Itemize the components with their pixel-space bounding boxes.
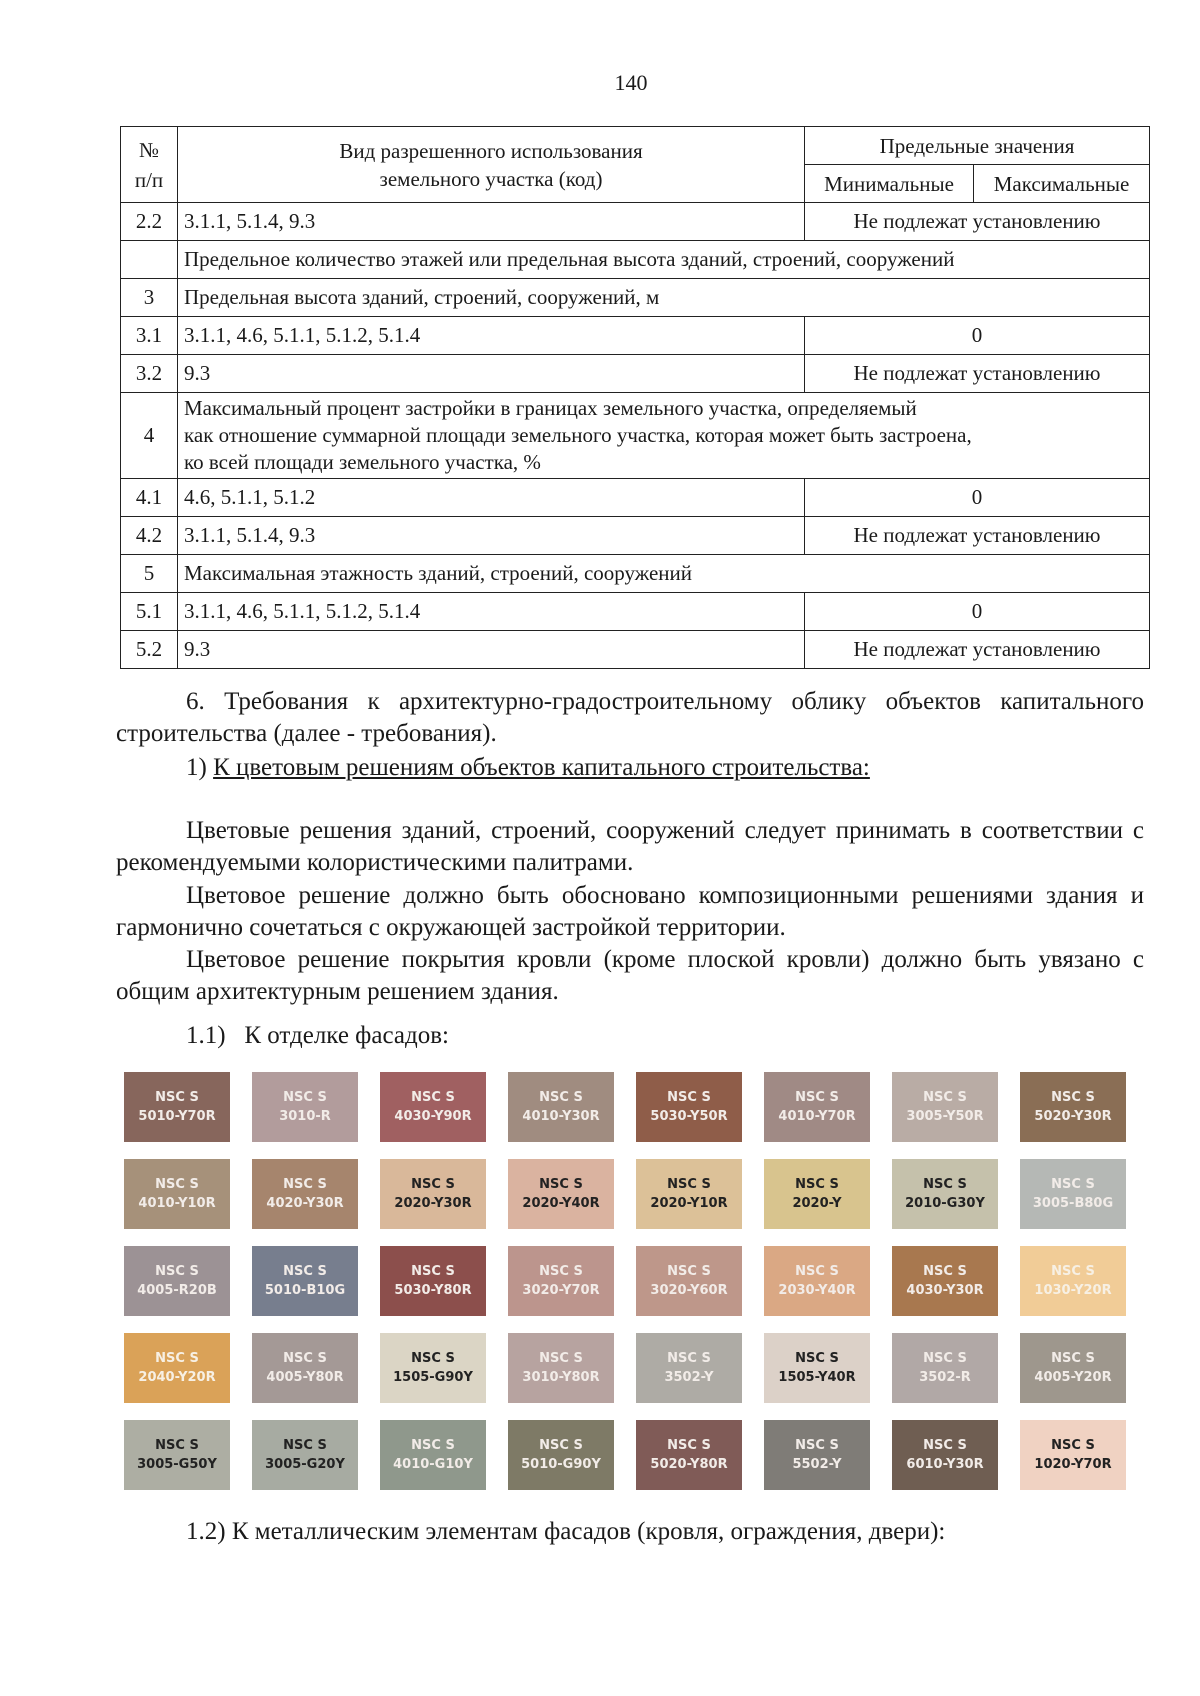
color-swatch xyxy=(380,1246,486,1316)
swatch-code-label: 4005-R20B xyxy=(137,1283,217,1298)
row-use-codes: 3.1.1, 5.1.4, 9.3 xyxy=(178,517,805,555)
swatch-code-label: 5030-Y80R xyxy=(394,1283,472,1298)
color-swatch xyxy=(380,1420,486,1490)
color-swatch xyxy=(252,1072,358,1142)
swatch-system-label: NSC S xyxy=(155,1264,199,1279)
table-row xyxy=(121,241,1150,279)
swatch-code-label: 1020-Y70R xyxy=(1034,1457,1112,1472)
color-swatch xyxy=(1020,1420,1126,1490)
row-section-title: Предельное количество этажей или предельная высота зданий, строений, сооружений xyxy=(178,241,1150,279)
swatch-code-label: 4020-Y30R xyxy=(266,1196,344,1211)
swatch-system-label: NSC S xyxy=(667,1438,711,1453)
swatch-code-label: 5020-Y30R xyxy=(1034,1109,1112,1124)
color-swatch xyxy=(892,1246,998,1316)
color-swatch xyxy=(508,1159,614,1229)
swatch-system-label: NSC S xyxy=(1051,1351,1095,1366)
swatch-system-label: NSC S xyxy=(539,1264,583,1279)
heading-metal-elements: 1.2) К металлическим элементам фасадов (кровля, ограждения, двери): xyxy=(186,1518,946,1545)
swatch-system-label: NSC S xyxy=(667,1264,711,1279)
swatch-code-label: 3020-Y70R xyxy=(522,1283,600,1298)
color-swatch xyxy=(764,1159,870,1229)
color-swatch xyxy=(764,1246,870,1316)
swatch-code-label: 2020-Y10R xyxy=(650,1196,728,1211)
swatch-code-label: 4010-Y30R xyxy=(522,1109,600,1124)
swatch-code-label: 2040-Y20R xyxy=(138,1370,216,1385)
swatch-system-label: NSC S xyxy=(539,1090,583,1105)
swatch-code-label: 3005-G20Y xyxy=(265,1457,345,1472)
header-use-type xyxy=(178,127,805,203)
swatch-system-label: NSC S xyxy=(539,1351,583,1366)
color-swatch xyxy=(252,1159,358,1229)
swatch-code-label: 1505-G90Y xyxy=(393,1370,473,1385)
color-swatch xyxy=(764,1420,870,1490)
paragraph-roof: Цветовое решение покрытия кровли (кроме плоской кровли) должно быть увязано с общим архитектурным решением здания. xyxy=(116,946,1144,1005)
swatch-system-label: NSC S xyxy=(667,1351,711,1366)
row-number xyxy=(121,241,178,279)
color-swatch xyxy=(892,1333,998,1403)
color-swatch xyxy=(636,1072,742,1142)
color-swatch xyxy=(508,1333,614,1403)
color-swatch xyxy=(892,1072,998,1142)
swatch-system-label: NSC S xyxy=(923,1264,967,1279)
swatch-system-label: NSC S xyxy=(411,1090,455,1105)
swatch-system-label: NSC S xyxy=(539,1177,583,1192)
row-number: 4.1 xyxy=(121,479,178,517)
color-swatch xyxy=(636,1246,742,1316)
swatch-system-label: NSC S xyxy=(1051,1090,1095,1105)
row-number: 5.2 xyxy=(121,631,178,669)
color-swatch xyxy=(252,1420,358,1490)
row-limit-value: Не подлежат установлению xyxy=(805,355,1150,393)
color-swatch xyxy=(636,1333,742,1403)
swatch-code-label: 3005-Y50R xyxy=(906,1109,984,1124)
color-swatch xyxy=(636,1159,742,1229)
swatch-code-label: 3010-R xyxy=(279,1109,331,1124)
swatch-code-label: 1505-Y40R xyxy=(778,1370,856,1385)
swatch-system-label: NSC S xyxy=(923,1177,967,1192)
swatch-system-label: NSC S xyxy=(1051,1264,1095,1279)
table-row xyxy=(121,517,1150,555)
swatch-system-label: NSC S xyxy=(923,1351,967,1366)
row-number: 3.2 xyxy=(121,355,178,393)
swatch-system-label: NSC S xyxy=(795,1090,839,1105)
swatch-code-label: 2020-Y xyxy=(792,1196,842,1211)
header-max: Максимальные xyxy=(974,165,1150,203)
row-number: 5.1 xyxy=(121,593,178,631)
swatch-code-label: 5010-G90Y xyxy=(521,1457,601,1472)
swatch-code-label: 2010-G30Y xyxy=(905,1196,985,1211)
swatch-system-label: NSC S xyxy=(795,1351,839,1366)
color-swatch xyxy=(1020,1159,1126,1229)
row-number: 3.1 xyxy=(121,317,178,355)
swatch-code-label: 4010-G10Y xyxy=(393,1457,473,1472)
row-limit-value: 0 xyxy=(805,593,1150,631)
swatch-system-label: NSC S xyxy=(411,1351,455,1366)
swatch-code-label: 3502-Y xyxy=(664,1370,714,1385)
row-number: 4 xyxy=(121,393,178,479)
heading-title: К цветовым решениям объектов капитального строительства: xyxy=(213,754,870,781)
color-swatch xyxy=(124,1159,230,1229)
swatch-system-label: NSC S xyxy=(411,1438,455,1453)
color-swatch xyxy=(252,1333,358,1403)
row-number: 2.2 xyxy=(121,203,178,241)
swatch-system-label: NSC S xyxy=(155,1090,199,1105)
row-use-codes: 3.1.1, 5.1.4, 9.3 xyxy=(178,203,805,241)
swatch-code-label: 2020-Y40R xyxy=(522,1196,600,1211)
header-num xyxy=(121,127,178,203)
color-swatch xyxy=(508,1072,614,1142)
swatch-system-label: NSC S xyxy=(795,1177,839,1192)
swatch-system-label: NSC S xyxy=(1051,1177,1095,1192)
paragraph-requirements: 6. Требования к архитектурно-градостроительному облику объектов капитального строительства (далее - требования). xyxy=(116,688,1144,747)
swatch-code-label: 3005-G50Y xyxy=(137,1457,217,1472)
heading-number: 1) xyxy=(186,754,214,781)
swatch-code-label: 2030-Y40R xyxy=(778,1283,856,1298)
color-swatch xyxy=(124,1072,230,1142)
swatch-code-label: 4010-Y70R xyxy=(778,1109,856,1124)
paragraph-composition: Цветовое решение должно быть обосновано композиционными решениями здания и гармонично сочетаться с окружающей застройкой территории. xyxy=(116,882,1144,941)
header-use-type-label: Вид разрешенного использования земельного участка (код) xyxy=(339,138,643,191)
table-row xyxy=(121,631,1150,669)
table-row xyxy=(121,479,1150,517)
swatch-code-label: 4010-Y10R xyxy=(138,1196,216,1211)
color-swatch xyxy=(508,1246,614,1316)
swatch-system-label: NSC S xyxy=(155,1351,199,1366)
table-row xyxy=(121,279,1150,317)
row-limit-value: Не подлежат установлению xyxy=(805,203,1150,241)
swatch-code-label: 3005-B80G xyxy=(1032,1196,1114,1211)
table-row xyxy=(121,203,1150,241)
swatch-code-label: 4030-Y90R xyxy=(394,1109,472,1124)
paragraph-color-palettes: Цветовые решения зданий, строений, сооружений следует принимать в соответствии с рекомендуемыми колористическими палитрами. xyxy=(116,817,1144,876)
row-limit-value: 0 xyxy=(805,479,1150,517)
swatch-system-label: NSC S xyxy=(539,1438,583,1453)
color-swatch xyxy=(380,1159,486,1229)
limits-table-body xyxy=(121,127,1150,669)
swatch-system-label: NSC S xyxy=(283,1438,327,1453)
swatch-code-label: 3020-Y60R xyxy=(650,1283,728,1298)
color-swatch xyxy=(508,1420,614,1490)
row-number: 3 xyxy=(121,279,178,317)
header-num-label: № п/п xyxy=(134,137,164,192)
color-swatch xyxy=(1020,1246,1126,1316)
color-swatch xyxy=(380,1072,486,1142)
color-swatch xyxy=(124,1420,230,1490)
swatch-system-label: NSC S xyxy=(795,1264,839,1279)
color-swatch xyxy=(636,1420,742,1490)
swatch-system-label: NSC S xyxy=(411,1177,455,1192)
row-section-title: Предельная высота зданий, строений, сооружений, м xyxy=(178,279,1150,317)
row-use-codes: 3.1.1, 4.6, 5.1.1, 5.1.2, 5.1.4 xyxy=(178,593,805,631)
swatch-code-label: 3010-Y80R xyxy=(522,1370,600,1385)
color-swatch xyxy=(1020,1072,1126,1142)
color-swatch xyxy=(1020,1333,1126,1403)
color-swatch xyxy=(892,1420,998,1490)
table-row xyxy=(121,593,1150,631)
swatch-system-label: NSC S xyxy=(155,1438,199,1453)
swatch-code-label: 4030-Y30R xyxy=(906,1283,984,1298)
row-number: 4.2 xyxy=(121,517,178,555)
table-row xyxy=(121,317,1150,355)
swatch-code-label: 5030-Y50R xyxy=(650,1109,728,1124)
heading-facade-finish: 1.1) К отделке фасадов: xyxy=(186,1022,449,1049)
swatch-code-label: 5010-B10G xyxy=(264,1283,346,1298)
swatch-code-label: 5010-Y70R xyxy=(138,1109,216,1124)
swatch-system-label: NSC S xyxy=(283,1351,327,1366)
swatch-code-label: 6010-Y30R xyxy=(906,1457,984,1472)
heading-color-solutions xyxy=(116,752,1144,784)
row-number: 5 xyxy=(121,555,178,593)
color-swatch xyxy=(124,1246,230,1316)
swatch-system-label: NSC S xyxy=(155,1177,199,1192)
swatch-system-label: NSC S xyxy=(411,1264,455,1279)
table-row xyxy=(121,393,1150,479)
row-limit-value: Не подлежат установлению xyxy=(805,517,1150,555)
row-section-title: Максимальный процент застройки в границах земельного участка, определяемый как отношение суммарной площади земельного участка, которая может быть застроена, ко всей площади земельного участка, % xyxy=(178,393,1150,479)
table-header-row xyxy=(121,127,1150,165)
color-swatch xyxy=(124,1333,230,1403)
swatch-system-label: NSC S xyxy=(1051,1438,1095,1453)
table-row xyxy=(121,355,1150,393)
swatch-system-label: NSC S xyxy=(923,1438,967,1453)
row-limit-value: Не подлежат установлению xyxy=(805,631,1150,669)
row-use-codes: 9.3 xyxy=(178,631,805,669)
swatch-code-label: 1030-Y20R xyxy=(1034,1283,1112,1298)
page-number: 140 xyxy=(614,70,648,95)
color-swatch xyxy=(764,1333,870,1403)
swatch-code-label: 3502-R xyxy=(919,1370,971,1385)
swatch-code-label: 5020-Y80R xyxy=(650,1457,728,1472)
limits-table xyxy=(120,126,1150,669)
swatch-system-label: NSC S xyxy=(667,1090,711,1105)
row-use-codes: 4.6, 5.1.1, 5.1.2 xyxy=(178,479,805,517)
color-swatch xyxy=(764,1072,870,1142)
row-use-codes: 3.1.1, 4.6, 5.1.1, 5.1.2, 5.1.4 xyxy=(178,317,805,355)
row-section-title: Максимальная этажность зданий, строений, сооружений xyxy=(178,555,1150,593)
header-min: Минимальные xyxy=(805,165,974,203)
swatch-code-label: 2020-Y30R xyxy=(394,1196,472,1211)
row-use-codes: 9.3 xyxy=(178,355,805,393)
swatch-code-label: 5502-Y xyxy=(792,1457,842,1472)
color-swatch xyxy=(380,1333,486,1403)
color-palette-grid xyxy=(124,1072,1132,1494)
swatch-system-label: NSC S xyxy=(795,1438,839,1453)
color-swatch xyxy=(252,1246,358,1316)
swatch-system-label: NSC S xyxy=(283,1090,327,1105)
swatch-code-label: 4005-Y80R xyxy=(266,1370,344,1385)
swatch-system-label: NSC S xyxy=(667,1177,711,1192)
swatch-system-label: NSC S xyxy=(283,1264,327,1279)
row-limit-value: 0 xyxy=(805,317,1150,355)
swatch-system-label: NSC S xyxy=(283,1177,327,1192)
swatch-code-label: 4005-Y20R xyxy=(1034,1370,1112,1385)
header-limits: Предельные значения xyxy=(805,127,1150,165)
table-row xyxy=(121,555,1150,593)
swatch-system-label: NSC S xyxy=(923,1090,967,1105)
color-swatch xyxy=(892,1159,998,1229)
